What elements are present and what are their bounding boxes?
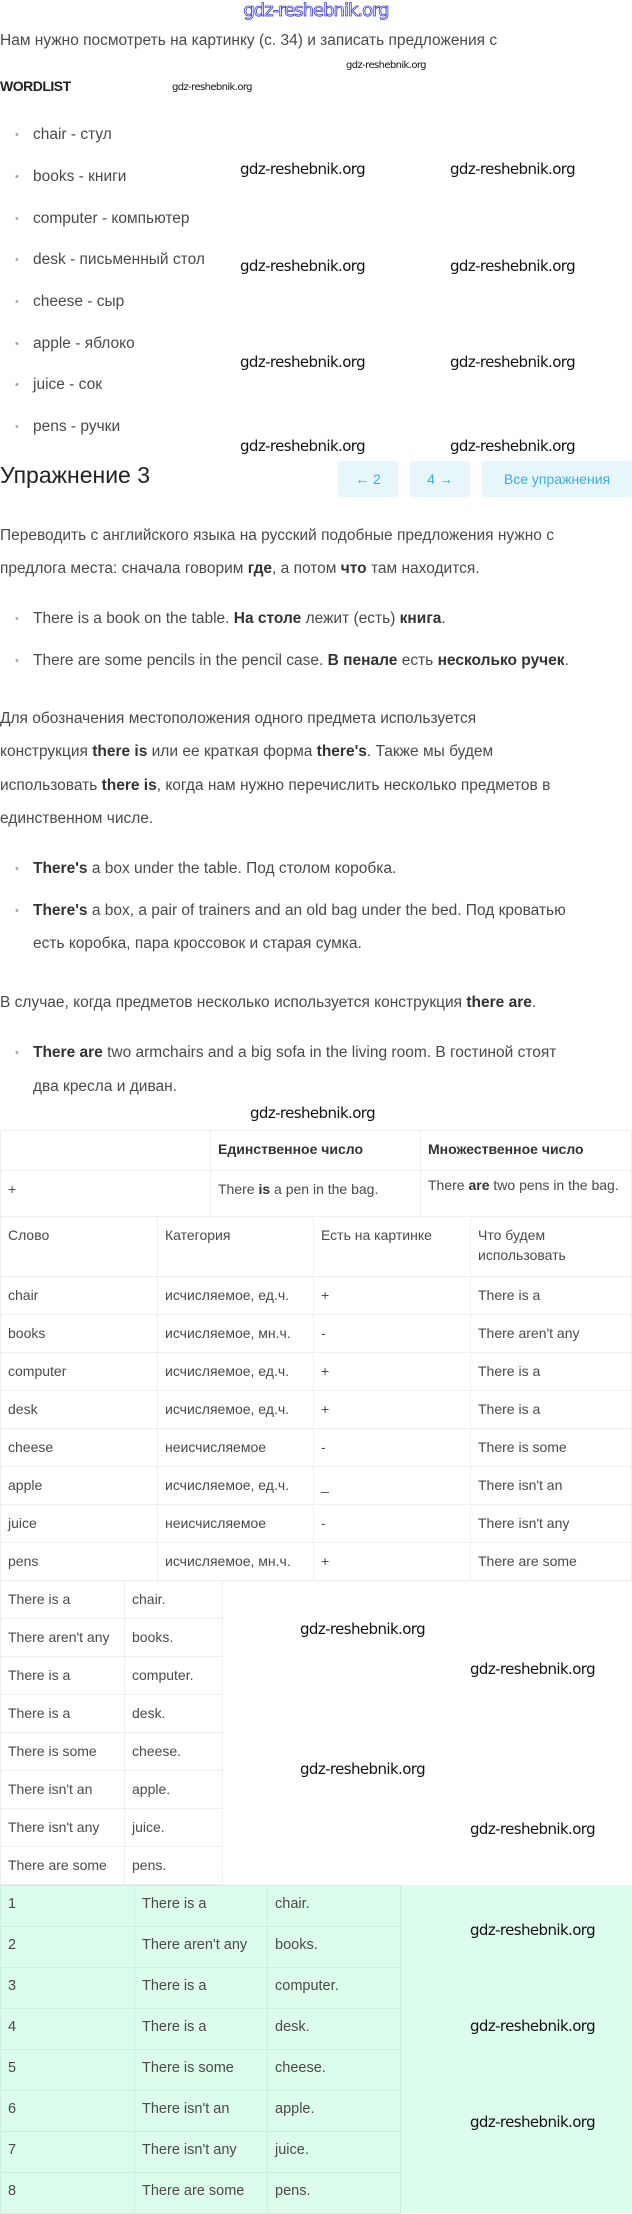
- all-exercises-button[interactable]: Все упражнения: [482, 461, 632, 497]
- table-cell: неисчисляемое: [158, 1429, 314, 1467]
- table-row: [1, 1315, 632, 1353]
- watermark: gdz-reshebnik.org: [450, 353, 575, 371]
- example-item: • There are two armchairs and a big sofa in the living room. В гостиной стоят: [33, 1044, 556, 1062]
- table-cell: исчисляемое, ед.ч.: [158, 1391, 314, 1429]
- table-cell: неисчисляемое: [158, 1505, 314, 1543]
- list-item: • juice - сок: [33, 376, 102, 394]
- table-row: [1, 2173, 401, 2214]
- table-cell: books.: [125, 1619, 223, 1657]
- table-cell: juice.: [125, 1809, 223, 1847]
- table-cell: There are some: [1, 1847, 125, 1885]
- table-cell: desk.: [125, 1695, 223, 1733]
- table-row: [1, 1968, 401, 2009]
- table-cell: apple: [1, 1467, 158, 1505]
- table-row: [1, 1886, 401, 1927]
- table-cell: -: [314, 1315, 471, 1353]
- paragraph: единственном числе.: [0, 810, 154, 827]
- singular-cell: There is a pen in the bag.: [211, 1171, 421, 1217]
- paragraph: использовать there is, когда нам нужно перечислить несколько предметов в: [0, 777, 551, 794]
- table-cell: computer: [1, 1353, 158, 1391]
- table-cell: There isn't an: [471, 1467, 632, 1505]
- table-row: [1, 1467, 632, 1505]
- table-cell: 8: [1, 2173, 135, 2214]
- table-row: [1, 1429, 632, 1467]
- table-cell: исчисляемое, мн.ч.: [158, 1315, 314, 1353]
- table-cell: There isn't an: [1, 1771, 125, 1809]
- paragraph: предлога места: сначала говорим где, а потом что там находится.: [0, 560, 480, 577]
- column-header: Слово: [1, 1217, 158, 1277]
- table-cell: pens.: [125, 1847, 223, 1885]
- answer-table: [0, 1885, 401, 2214]
- table-cell: There is a: [135, 1886, 268, 1927]
- table-cell: apple.: [125, 1771, 223, 1809]
- header-plural: Множественное число: [421, 1131, 632, 1171]
- table-cell: There is a: [1, 1657, 125, 1695]
- table-cell: исчисляемое, ед.ч.: [158, 1353, 314, 1391]
- watermark: gdz-reshebnik.org: [250, 1104, 375, 1122]
- table-row: [1, 2091, 401, 2132]
- wordlist-title: WORDLIST: [0, 78, 71, 94]
- exercise-title: Упражнение 3: [0, 462, 151, 488]
- table-row: [1, 1733, 223, 1771]
- watermark: gdz-reshebnik.org: [450, 257, 575, 275]
- table-cell: chair.: [268, 1886, 401, 1927]
- column-header: Категория: [158, 1217, 314, 1277]
- column-header: Что будем использовать: [471, 1217, 632, 1277]
- table-cell: 6: [1, 2091, 135, 2132]
- table-row: [1, 1809, 223, 1847]
- watermark: gdz-reshebnik.org: [240, 257, 365, 275]
- table-cell: +: [314, 1277, 471, 1315]
- table-row: [1, 2050, 401, 2091]
- list-item: • apple - яблоко: [33, 335, 135, 353]
- watermark: gdz-reshebnik.org: [300, 1760, 425, 1778]
- table-cell: _: [314, 1467, 471, 1505]
- table-row: [1, 1581, 223, 1619]
- table-cell: computer.: [125, 1657, 223, 1695]
- watermark: gdz-reshebnik.org: [243, 0, 389, 21]
- table-cell: books.: [268, 1927, 401, 1968]
- table-cell: 4: [1, 2009, 135, 2050]
- table-cell: There is a: [471, 1353, 632, 1391]
- table-row: [1, 1277, 632, 1315]
- table-cell: There is a: [135, 1968, 268, 2009]
- watermark: gdz-reshebnik.org: [470, 2113, 595, 2131]
- watermark: gdz-reshebnik.org: [450, 160, 575, 178]
- table-row: [1, 1619, 223, 1657]
- example-item-cont: есть коробка, пара кроссовок и старая сумка.: [33, 935, 362, 952]
- table-cell: There is a: [135, 2009, 268, 2050]
- example-item: • There's a box under the table. Под столом коробка.: [33, 860, 396, 878]
- table-cell: There isn't any: [135, 2132, 268, 2173]
- grammar-table: [0, 1130, 632, 1217]
- table-cell: chair.: [125, 1581, 223, 1619]
- table-cell: -: [314, 1429, 471, 1467]
- table-cell: cheese: [1, 1429, 158, 1467]
- table-cell: There isn't an: [135, 2091, 268, 2132]
- plural-cell: There are two pens in the bag.: [421, 1171, 632, 1217]
- next-exercise-button[interactable]: 4 →: [410, 461, 470, 497]
- table-cell: There are some: [471, 1543, 632, 1581]
- table-row: [1, 1657, 223, 1695]
- watermark: gdz-reshebnik.org: [470, 1820, 595, 1838]
- table-cell: There is a: [1, 1581, 125, 1619]
- table-cell: There aren't any: [471, 1315, 632, 1353]
- table-cell: juice: [1, 1505, 158, 1543]
- table-cell: desk: [1, 1391, 158, 1429]
- table-cell: pens: [1, 1543, 158, 1581]
- list-item: • books - книги: [33, 168, 126, 186]
- table-cell: There is some: [471, 1429, 632, 1467]
- example-item-cont: два кресла и диван.: [33, 1078, 177, 1095]
- table-cell: There is a: [471, 1277, 632, 1315]
- table-row: [1, 2009, 401, 2050]
- table-row: [1, 1391, 632, 1429]
- list-item: • cheese - сыр: [33, 293, 124, 311]
- table-cell: desk.: [268, 2009, 401, 2050]
- table-row: [1, 1771, 223, 1809]
- list-item: • chair - стул: [33, 126, 112, 144]
- table-cell: apple.: [268, 2091, 401, 2132]
- table-cell: 5: [1, 2050, 135, 2091]
- table-cell: There is a: [1, 1695, 125, 1733]
- table-cell: исчисляемое, ед.ч.: [158, 1277, 314, 1315]
- table-cell: There aren't any: [1, 1619, 125, 1657]
- header-singular: Единственное число: [211, 1131, 421, 1171]
- watermark: gdz-reshebnik.org: [240, 437, 365, 455]
- table-cell: computer.: [268, 1968, 401, 2009]
- paragraph: Для обозначения местоположения одного предмета используется: [0, 710, 477, 727]
- watermark: gdz-reshebnik.org: [450, 437, 575, 455]
- watermark: gdz-reshebnik.org: [470, 2017, 595, 2035]
- table-cell: There is some: [135, 2050, 268, 2091]
- table-cell: chair: [1, 1277, 158, 1315]
- list-item: • computer - компьютер: [33, 210, 190, 228]
- example-item: • There is a book on the table. На столе лежит (есть) книга.: [33, 610, 446, 628]
- table-cell: +: [314, 1353, 471, 1391]
- table-cell: juice.: [268, 2132, 401, 2173]
- list-item: • pens - ручки: [33, 418, 120, 436]
- watermark: gdz-reshebnik.org: [470, 1921, 595, 1939]
- table-row: [1, 1543, 632, 1581]
- table-cell: 7: [1, 2132, 135, 2173]
- table-cell: cheese.: [268, 2050, 401, 2091]
- table-cell: исчисляемое, ед.ч.: [158, 1467, 314, 1505]
- watermark: gdz-reshebnik.org: [240, 160, 365, 178]
- table-cell: +: [314, 1543, 471, 1581]
- watermark: gdz-reshebnik.org: [300, 1620, 425, 1638]
- table-cell: +: [314, 1391, 471, 1429]
- table-cell: pens.: [268, 2173, 401, 2214]
- table-cell: There are some: [135, 2173, 268, 2214]
- prev-exercise-button[interactable]: ← 2: [338, 461, 398, 497]
- table-row: [1, 2132, 401, 2173]
- list-item: • desk - письменный стол: [33, 251, 205, 269]
- paragraph: Переводить с английского языка на русский подобные предложения нужно с: [0, 527, 554, 544]
- watermark: gdz-reshebnik.org: [470, 1660, 595, 1678]
- table-row: [1, 1695, 223, 1733]
- table-cell: books: [1, 1315, 158, 1353]
- paragraph: В случае, когда предметов несколько используется конструкция there are.: [0, 994, 537, 1011]
- watermark: gdz-reshebnik.org: [240, 353, 365, 371]
- table-cell: There is a: [471, 1391, 632, 1429]
- example-item: • There are some pencils in the pencil case. В пенале есть несколько ручек.: [33, 652, 569, 670]
- table-cell: -: [314, 1505, 471, 1543]
- column-header: Есть на картинке: [314, 1217, 471, 1277]
- table-cell: There aren't any: [135, 1927, 268, 1968]
- table-cell: 2: [1, 1927, 135, 1968]
- table-cell: There isn't any: [1, 1809, 125, 1847]
- table-cell: There isn't any: [471, 1505, 632, 1543]
- table-cell: cheese.: [125, 1733, 223, 1771]
- example-item: • There's a box, a pair of trainers and an old bag under the bed. Под кроватью: [33, 902, 566, 920]
- table-cell: 3: [1, 1968, 135, 2009]
- watermark: gdz-reshebnik.org: [172, 82, 252, 93]
- table-cell: 1: [1, 1886, 135, 1927]
- table-row: [1, 1927, 401, 1968]
- table-cell: There is some: [1, 1733, 125, 1771]
- sentences-table: [0, 1580, 223, 1885]
- watermark: gdz-reshebnik.org: [346, 60, 426, 71]
- table-row: [1, 1847, 223, 1885]
- paragraph: конструкция there is или ее краткая форма there's. Также мы будем: [0, 743, 494, 760]
- sign-cell: +: [1, 1171, 211, 1217]
- intro-text: Нам нужно посмотреть на картинку (с. 34) и записать предложения с: [0, 32, 498, 49]
- words-table: [0, 1216, 632, 1581]
- table-cell: исчисляемое, мн.ч.: [158, 1543, 314, 1581]
- table-row: [1, 1505, 632, 1543]
- table-row: [1, 1353, 632, 1391]
